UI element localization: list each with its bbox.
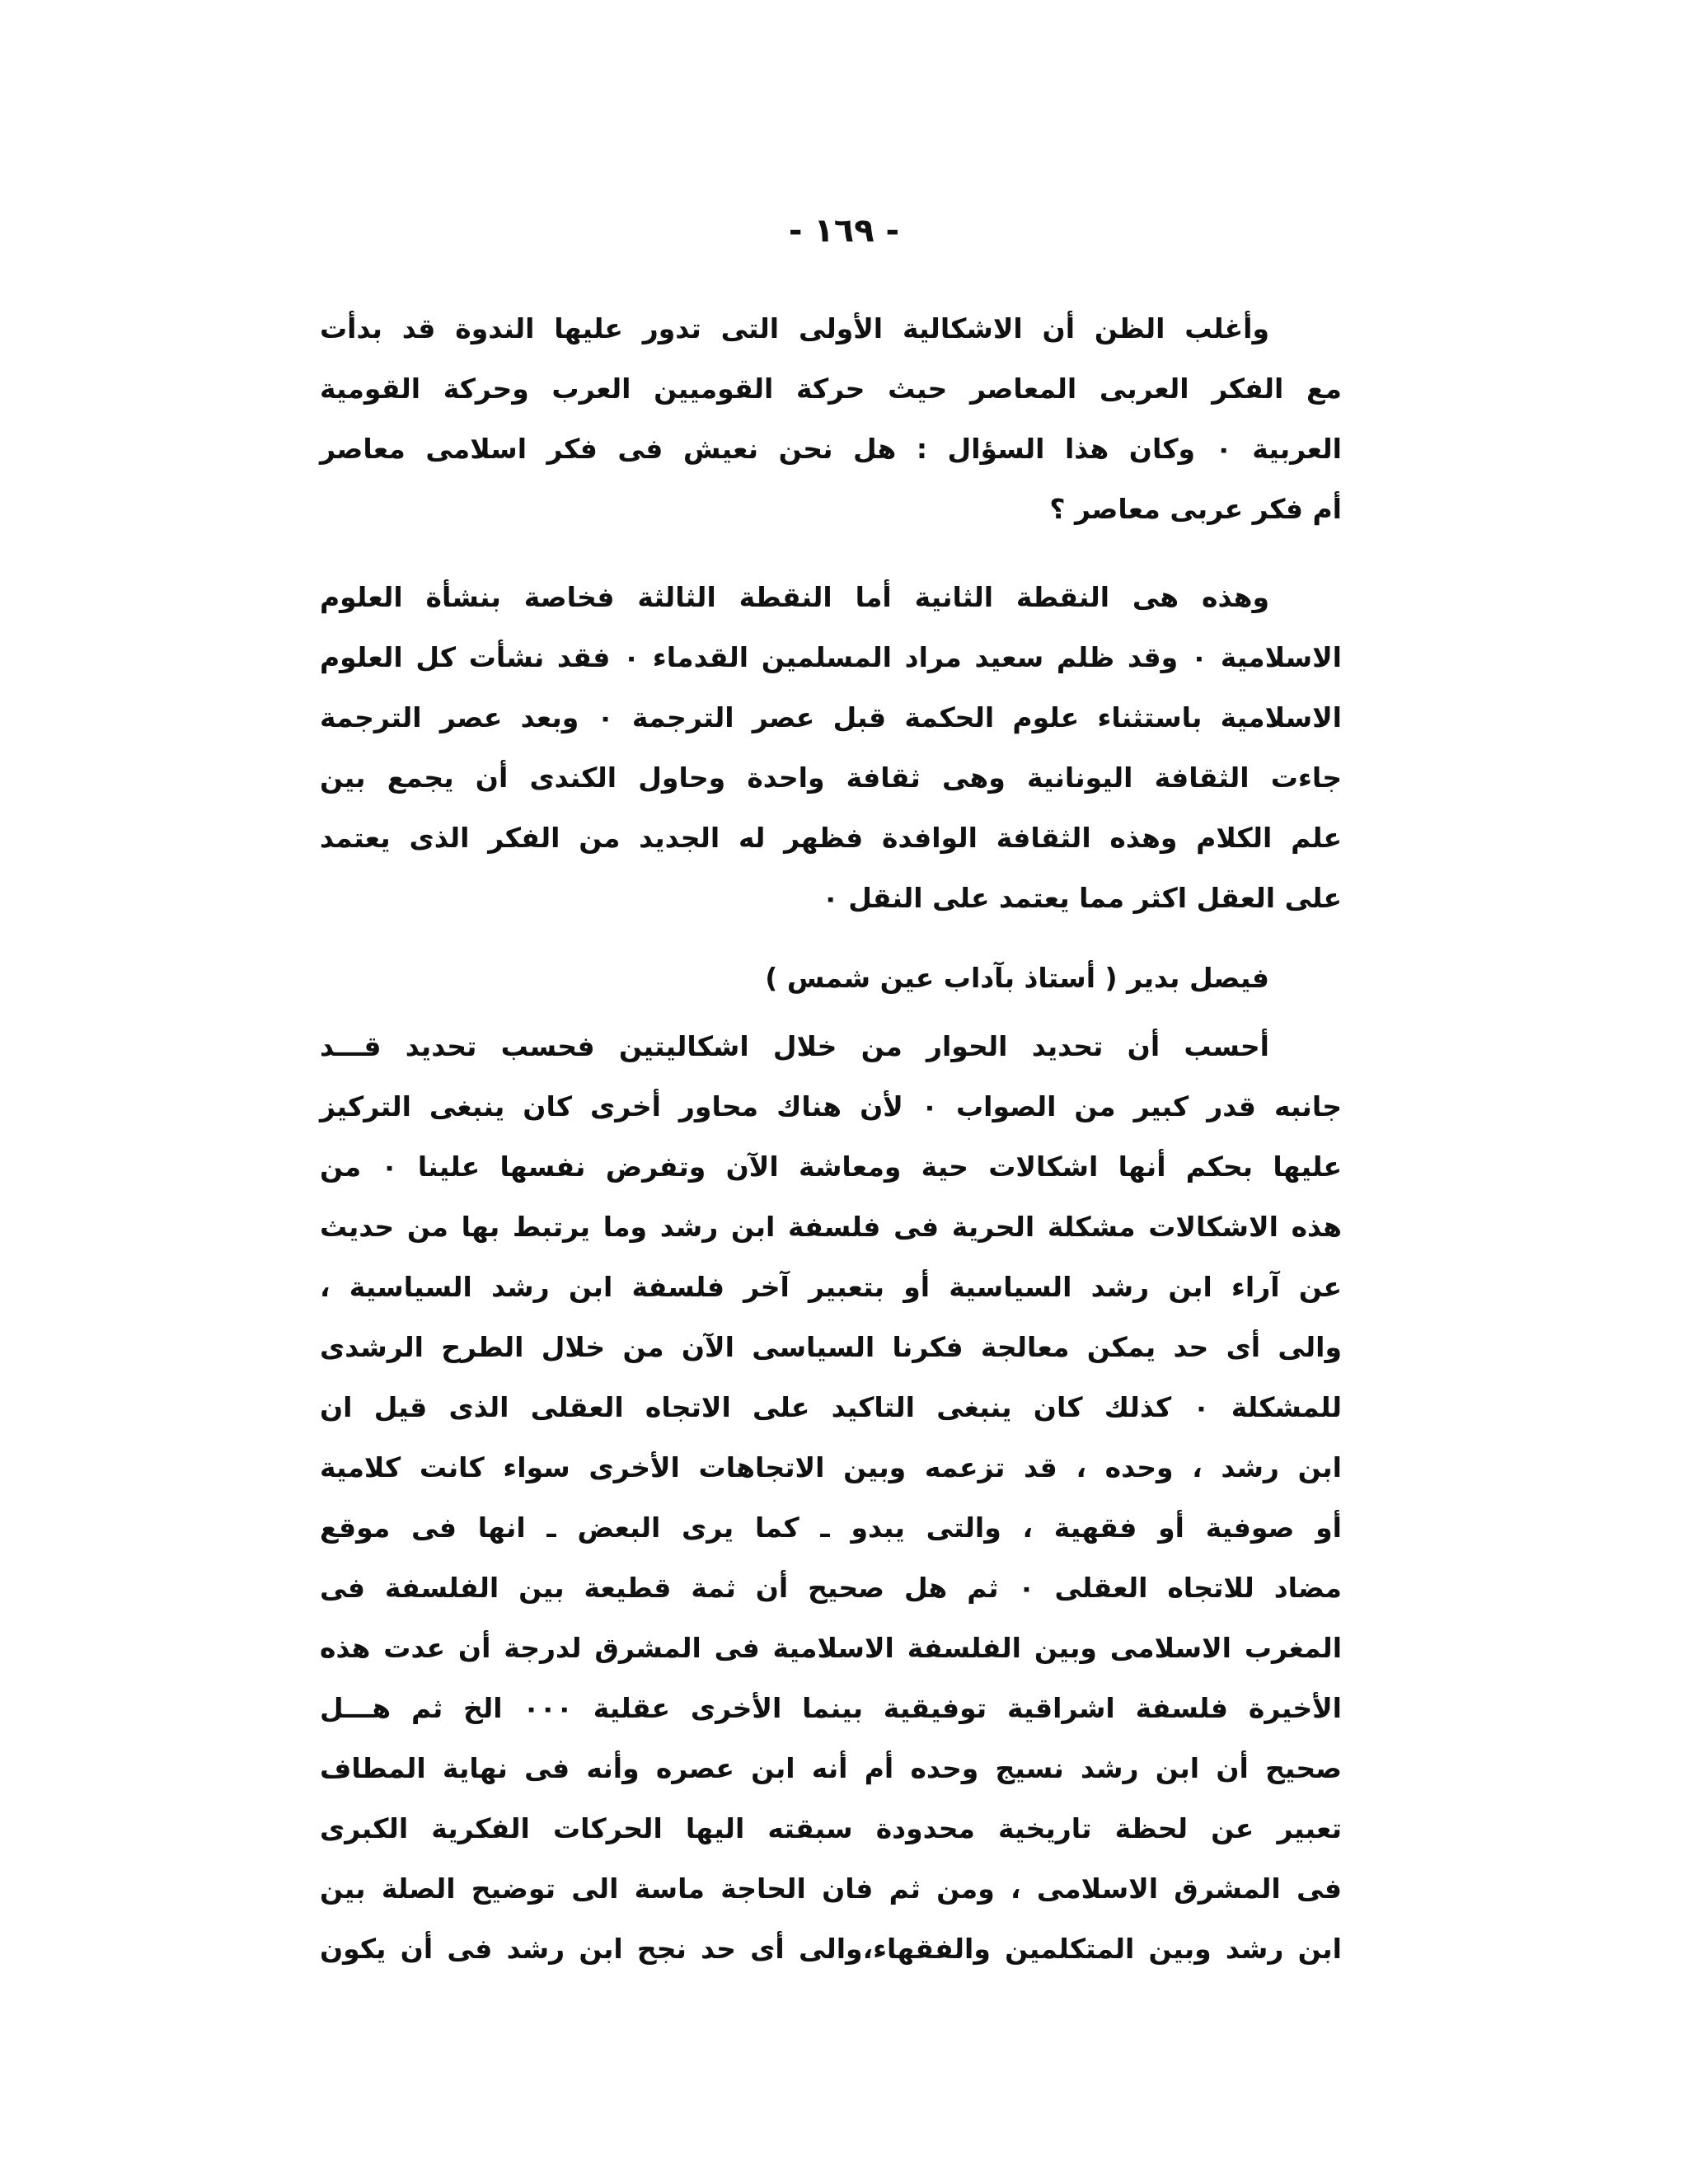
text-line: الاسلامية ٠ وقد ظلم سعيد مراد المسلمين القدماء ٠ فقد نشأت كل العلوم (320, 641, 1342, 673)
text-line: العربية ٠ وكان هذا السؤال : هل نحن نعيش فى فكر اسلامى معاصر (320, 433, 1342, 465)
text-line: الاسلامية باستثناء علوم الحكمة قبل عصر الترجمة ٠ وبعد عصر الترجمة (320, 701, 1342, 733)
paragraph-3 (320, 1016, 1342, 1979)
text-line: والى أى حد يمكن معالجة فكرنا السياسى الآن من خلال الطرح الرشدى (320, 1331, 1342, 1363)
text-line: ابن رشد ، وحده ، قد تزعمه وبين الاتجاهات الأخرى سواء كانت كلامية (320, 1451, 1342, 1483)
speaker-heading (320, 948, 1342, 1008)
text-line: الأخيرة فلسفة اشراقية توفيقية بينما الأخرى عقلية ٠٠٠ الخ ثم هـــل (320, 1692, 1342, 1724)
text-line: فى المشرق الاسلامى ، ومن ثم فان الحاجة ماسة الى توضيح الصلة بين (320, 1872, 1342, 1905)
text-line: وأغلب الظن أن الاشكالية الأولى التى تدور عليها الندوة قد بدأت (320, 312, 1269, 344)
text-line: للمشكلة ٠ كذلك كان ينبغى التاكيد على الاتجاه العقلى الذى قيل ان (320, 1391, 1343, 1423)
paragraph-2 (320, 567, 1342, 928)
text-line: هذه الاشكالات مشكلة الحرية فى فلسفة ابن رشد وما يرتبط بها من حديث (320, 1211, 1342, 1243)
text-line: المغرب الاسلامى وبين الفلسفة الاسلامية فى المشرق لدرجة أن عدت هذه (320, 1632, 1342, 1664)
page-number: - ١٦٩ - (788, 212, 900, 250)
text-line: علم الكلام وهذه الثقافة الوافدة فظهر له الجديد من الفكر الذى يعتمد (320, 822, 1342, 854)
text-line: مع الفكر العربى المعاصر حيث حركة القوميين العرب وحركة القومية (320, 373, 1342, 405)
text-line: تعبير عن لحظة تاريخية محدودة سبقته اليها الحركات الفكرية الكبرى (320, 1812, 1342, 1844)
text-line: جانبه قدر كبير من الصواب ٠ لأن هناك محاور أخرى كان ينبغى التركيز (320, 1090, 1342, 1122)
text-line: جاءت الثقافة اليونانية وهى ثقافة واحدة وحاول الكندى أن يجمع بين (320, 762, 1342, 794)
text-line: وهذه هى النقطة الثانية أما النقطة الثالثة فخاصة بنشأة العلوم (320, 581, 1269, 613)
text-line: عليها بحكم أنها اشكالات حية ومعاشة الآن وتفرض نفسها علينا ٠ من (320, 1151, 1343, 1183)
text-line: أو صوفية أو فقهية ، والتى يبدو ـ كما يرى البعض ـ انها فى موقع (320, 1511, 1342, 1544)
text-line: أم فكر عربى معاصر ؟ (1049, 493, 1342, 525)
text-line: ابن رشد وبين المتكلمين والفقهاء،والى أى حد نجح ابن رشد فى أن يكون (320, 1933, 1342, 1965)
text-line: صحيح أن ابن رشد نسيج وحده أم أنه ابن عصره وأنه فى نهاية المطاف (320, 1752, 1342, 1784)
text-line: على العقل اكثر مما يعتمد على النقل ٠ (822, 882, 1342, 914)
text-line: أحسب أن تحديد الحوار من خلال اشكاليتين فحسب تحديد قـــد (320, 1030, 1269, 1062)
speaker-name: فيصل بدير ( أستاذ بآداب عين شمس ) (765, 962, 1269, 994)
paragraph-1 (320, 298, 1342, 539)
text-line: مضاد للاتجاه العقلى ٠ ثم هل صحيح أن ثمة قطيعة بين الفلسفة فى (320, 1572, 1342, 1604)
text-line: عن آراء ابن رشد السياسية أو بتعبير آخر فلسفة ابن رشد السياسية ، (320, 1271, 1342, 1303)
